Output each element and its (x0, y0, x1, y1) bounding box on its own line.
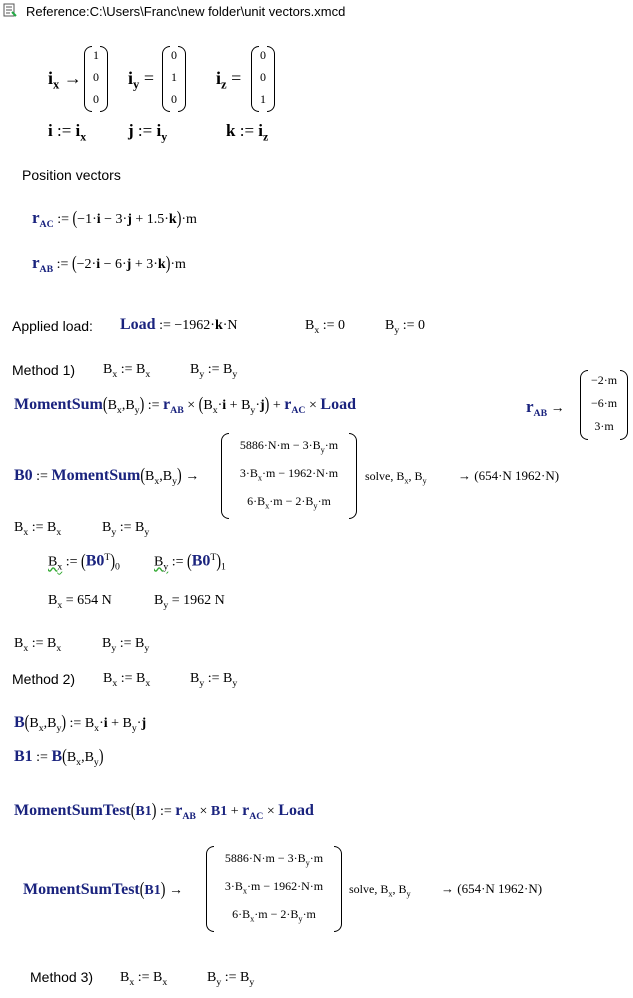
method2-bx[interactable]: $B_x$ := $B_x$ (103, 671, 151, 689)
mst-solve-result: → (654·N 1962·N) (441, 881, 543, 896)
bx-reset-2[interactable]: $B_x$ := $B_x$ (14, 636, 62, 654)
iy-definition[interactable]: $i_y$ = (128, 68, 154, 92)
reference-path[interactable]: Reference:C:\Users\Franc\new folder\unit vectors.xmcd (26, 4, 346, 19)
iz-definition[interactable]: $i_z$ = (216, 68, 242, 92)
method1-bx[interactable]: $B_x$ := $B_x$ (103, 362, 151, 380)
method-3-label: Method 3) (30, 969, 94, 985)
mst-result-matrix: $5886\cdot N\cdot m - 3\cdot B_y\cdot m$ $3\cdot B_x\cdot m - 1962\cdot N\cdot m$ $6\cdot B_x\cdot m - 2\cdot B_y\cdot m$ (206, 846, 342, 932)
by-from-b0[interactable]: $B_y$ := $(B0^T)_1$ (154, 551, 226, 573)
rAB-eval[interactable]: $r_{AB}$ → (526, 397, 565, 419)
momentsumtest-eval[interactable]: MomentSumTest(B1) → (23, 880, 183, 901)
method3-bx[interactable]: $B_x$ := $B_x$ (120, 970, 168, 988)
method1-by[interactable]: $B_y$ := $B_y$ (190, 362, 238, 380)
by-reset-1[interactable]: $B_y$ := $B_y$ (102, 520, 150, 538)
method2-by[interactable]: $B_y$ := $B_y$ (190, 671, 238, 689)
k-assignment[interactable]: k := $i_z$ (226, 121, 269, 144)
ix-definition[interactable]: $i_x$ → (48, 68, 82, 92)
method3-by[interactable]: $B_y$ := $B_y$ (207, 970, 255, 988)
b-function-definition[interactable]: $B(B_x,B_y)$ := $B_x\cdot i + B_y\cdot j$ (14, 713, 147, 734)
b0-result-matrix: $5886\cdot N\cdot m - 3\cdot B_y\cdot m$ $3\cdot B_x\cdot m - 1962\cdot N\cdot m$ $6\cdot B_x\cdot m - 2\cdot B_y\cdot m$ (221, 433, 357, 519)
bx-init[interactable]: $B_x$ := 0 (305, 318, 346, 336)
bx-value: $B_x = 654$ N (48, 593, 112, 611)
position-vectors-label: Position vectors (22, 167, 121, 183)
vector-iy: 0 1 0 (162, 46, 186, 112)
method-2-label: Method 2) (12, 671, 76, 687)
bx-from-b0[interactable]: $B_x$ := $(B0^T)_0$ (48, 551, 120, 573)
b1-definition[interactable]: B1 := $B(B_x,B_y)$ (14, 747, 104, 768)
rAB-result-vector: −2·m −6·m 3·m (580, 370, 628, 440)
vector-iz: 0 0 1 (251, 46, 275, 112)
rAC-definition[interactable]: $r_{AC}$ := (−1·i − 3·j + 1.5·k)·m (32, 208, 197, 230)
reference-icon (3, 3, 17, 17)
b0-definition[interactable]: B0 := $MomentSum(B_x,B_y)$ → (14, 466, 200, 487)
by-value: $B_y = 1962$ N (154, 593, 225, 611)
momentsumtest-definition[interactable]: MomentSumTest(B1) := $r_{AB} \times B1 + r_{AC}$ × Load (14, 801, 314, 822)
by-init[interactable]: $B_y$ := 0 (385, 318, 426, 336)
method-1-label: Method 1) (12, 362, 76, 378)
by-reset-2[interactable]: $B_y$ := $B_y$ (102, 636, 150, 654)
bx-reset-1[interactable]: $B_x$ := $B_x$ (14, 520, 62, 538)
applied-load-label: Applied load: (12, 318, 93, 334)
j-assignment[interactable]: j := $i_y$ (128, 121, 168, 144)
load-definition[interactable]: Load := −1962·k·N (120, 316, 238, 333)
i-assignment[interactable]: i := $i_x$ (48, 121, 87, 144)
mst-solve[interactable]: solve, $B_x$, $B_y$ (349, 882, 411, 899)
rAB-definition[interactable]: $r_{AB}$ := (−2·i − 6·j + 3·k)·m (32, 253, 186, 275)
b0-solve[interactable]: solve, $B_x$, $B_y$ (365, 469, 427, 486)
vector-ix: 1 0 0 (84, 46, 108, 112)
b0-solve-result: → (654·N 1962·N) (458, 468, 560, 483)
momentsum-definition[interactable]: $MomentSum(B_x,B_y)$ := $r_{AB} \times (B_x\cdot i + B_y\cdot j) + r_{AC}$ × Load (14, 395, 356, 416)
